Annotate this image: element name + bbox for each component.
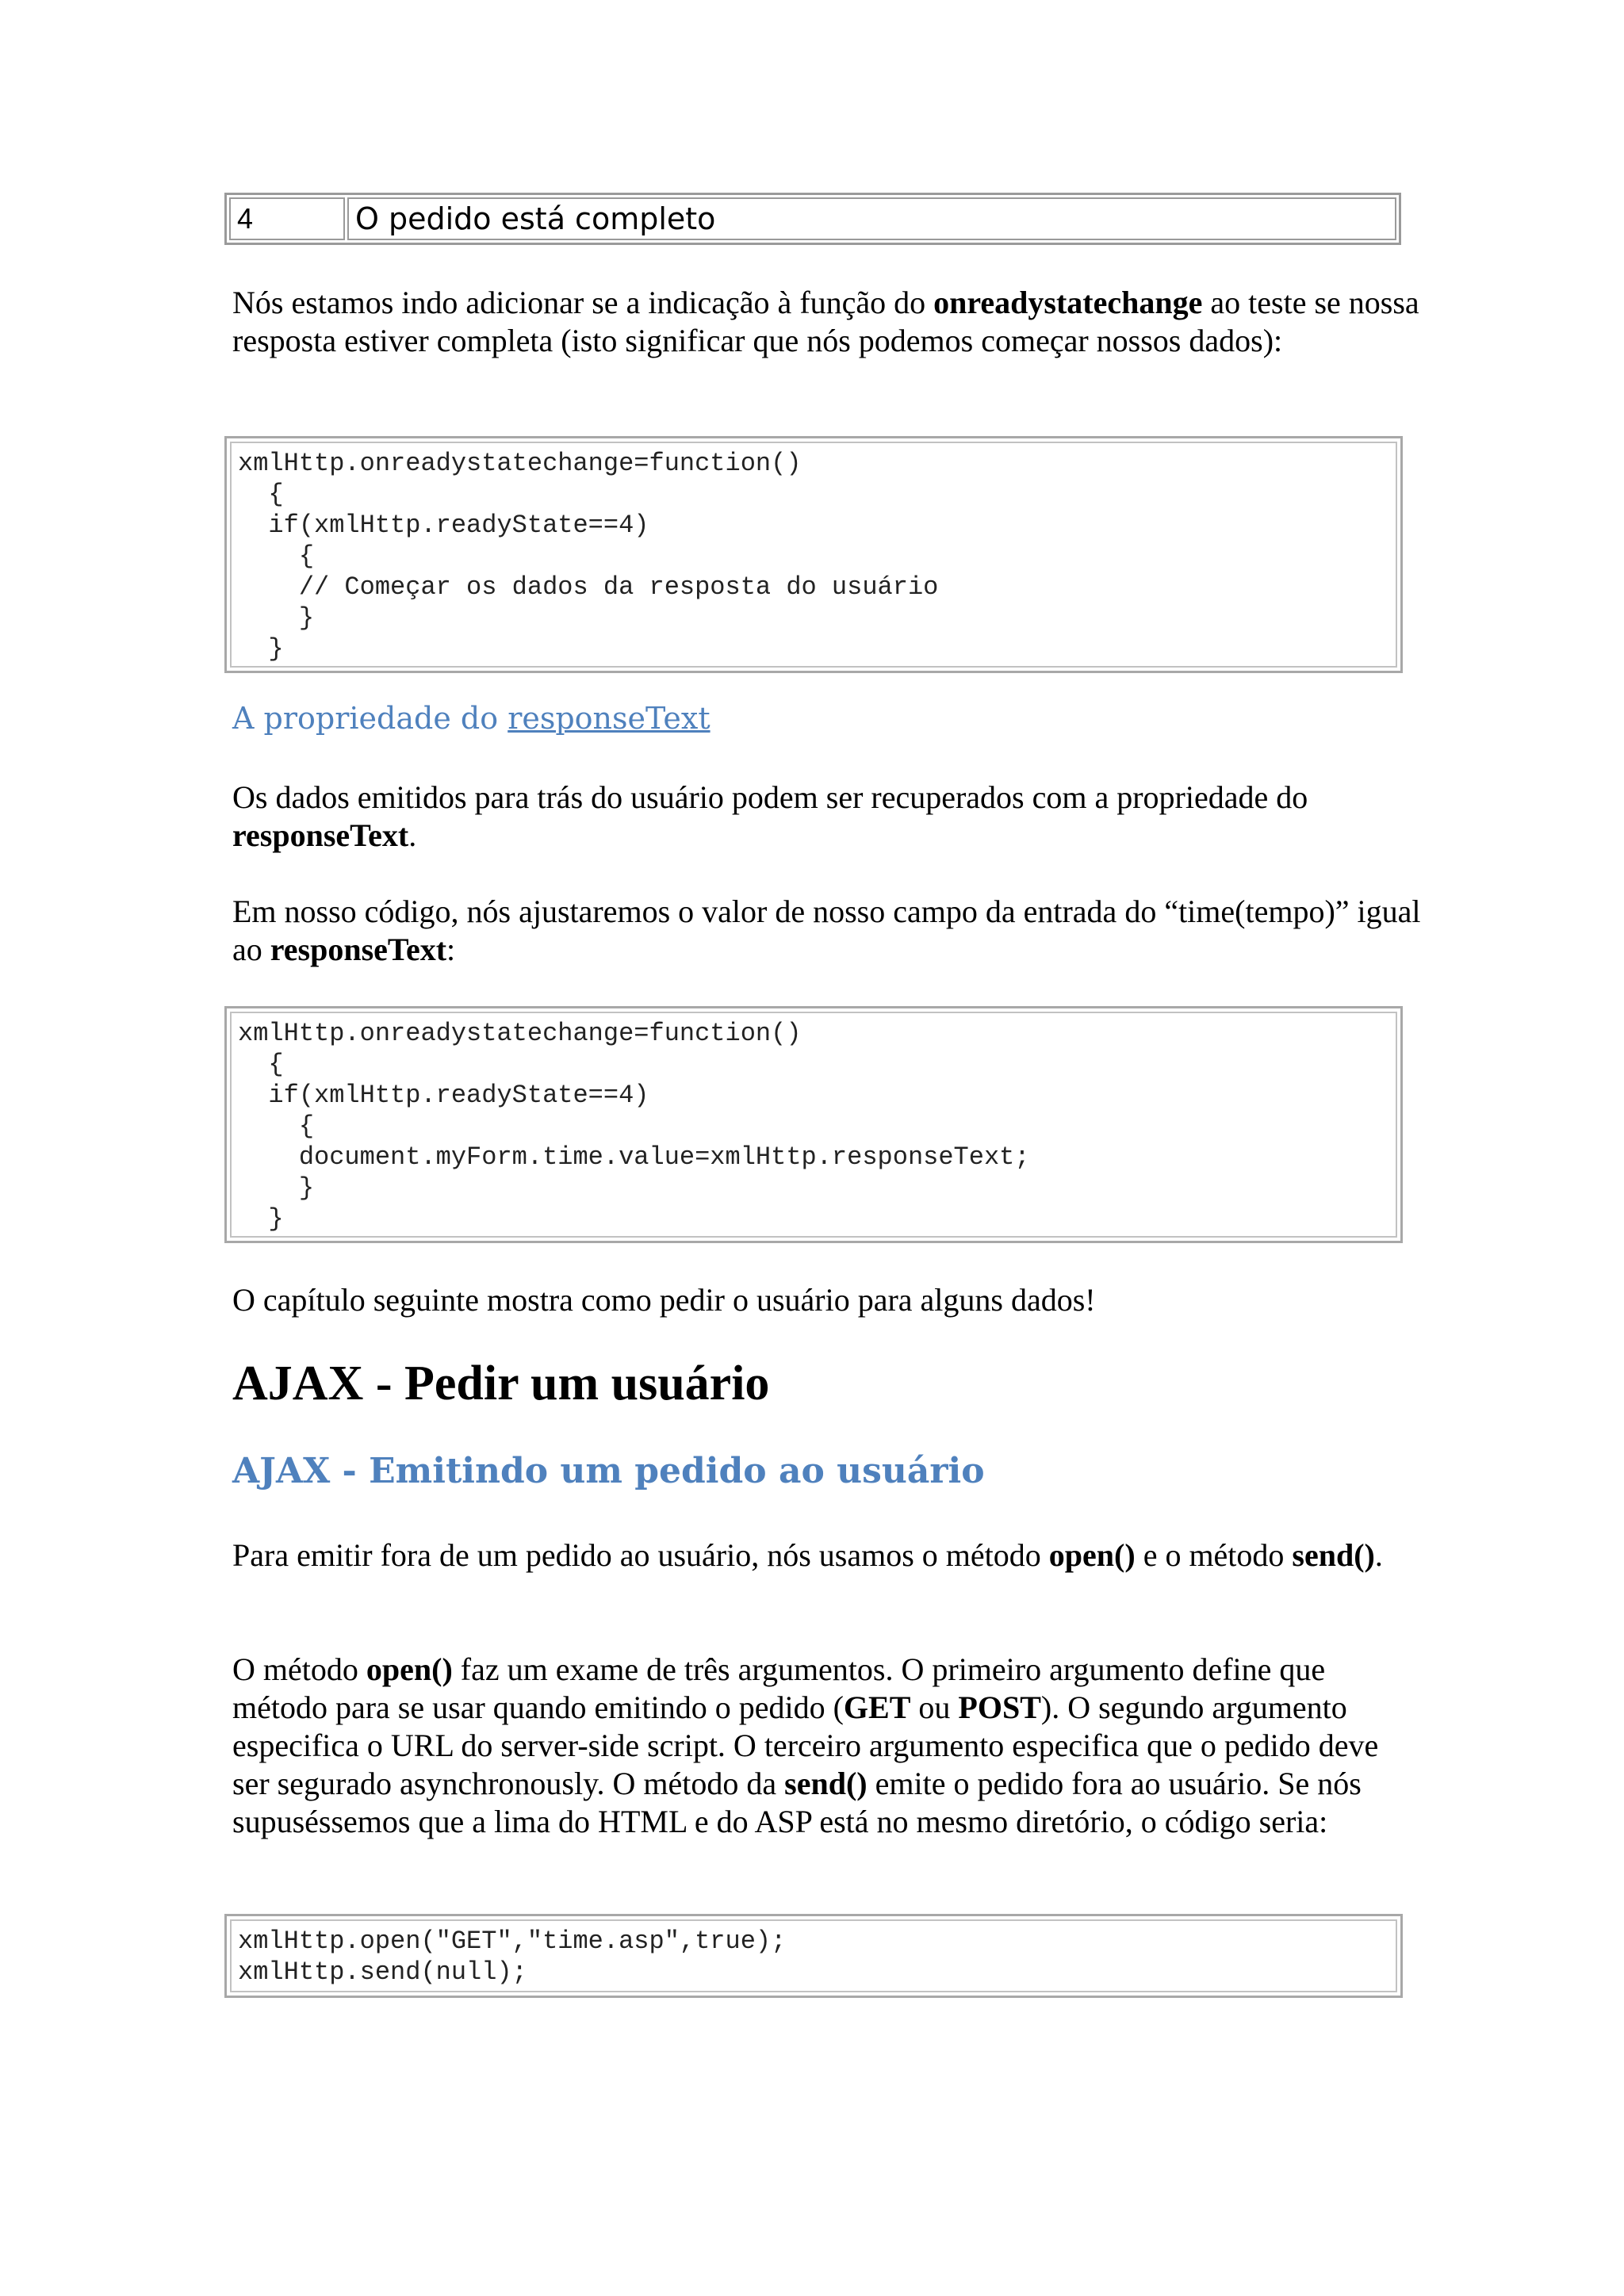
state-number-cell: 4 xyxy=(229,197,345,240)
section-heading: AJAX - Pedir um usuário xyxy=(232,1357,770,1410)
code-line: { xyxy=(238,541,315,571)
code-line: { xyxy=(238,1112,315,1141)
paragraph-onreadystatechange xyxy=(232,284,1422,360)
text-run: Os dados emitidos para trás do usuário podem ser recuperados com a propriedade do xyxy=(232,779,1308,815)
code-block-1 xyxy=(224,436,1403,673)
code-block-3 xyxy=(224,1914,1403,1998)
code-line: xmlHttp.onreadystatechange=function() xyxy=(238,1019,802,1048)
code-line: if(xmlHttp.readyState==4) xyxy=(238,511,649,540)
subheading-responsetext xyxy=(232,701,710,736)
bold-term: responseText xyxy=(232,817,409,853)
responsetext-link[interactable]: responseText xyxy=(508,701,710,736)
bold-term: send() xyxy=(784,1766,868,1801)
code-block-1-inner xyxy=(230,442,1397,668)
bold-term: open() xyxy=(366,1651,453,1687)
bold-term: POST xyxy=(958,1689,1041,1725)
code-block-2 xyxy=(224,1006,1403,1243)
text-run: : xyxy=(446,932,456,967)
paragraph-open-arguments xyxy=(232,1651,1422,1841)
state-description-cell: O pedido está completo xyxy=(347,197,1396,240)
code-line: } xyxy=(238,634,284,664)
text-run: ). O segundo argumento especifica o URL do server-side script. O terceiro argumento especifica que o pedido deve ser segurado asynchronously. O método da xyxy=(232,1689,1379,1801)
text-run: Em nosso código, nós ajustaremos o valor de nosso campo da entrada do “time(tempo)” igual ao xyxy=(232,894,1421,967)
code-line: xmlHttp.send(null); xyxy=(238,1957,527,1987)
text-run: . xyxy=(408,817,417,853)
text-run: ou xyxy=(910,1689,959,1725)
code-line: { xyxy=(238,1050,284,1079)
bold-term: onreadystatechange xyxy=(933,285,1203,320)
code-block-2-inner xyxy=(230,1012,1397,1238)
code-block-3-inner xyxy=(230,1919,1397,1992)
code-line: { xyxy=(238,480,284,509)
text-run: . xyxy=(1374,1537,1383,1573)
text-run: faz um exame de três argumentos. O primeiro argumento define que método para se usar quando emitindo o pedido ( xyxy=(232,1651,1326,1725)
code-line: } xyxy=(238,1204,284,1234)
text-run: Para emitir fora de um pedido ao usuário, nós usamos o método xyxy=(232,1537,1049,1573)
bold-term: GET xyxy=(843,1689,911,1725)
code-line: if(xmlHttp.readyState==4) xyxy=(238,1081,649,1110)
paragraph-open-send xyxy=(232,1536,1422,1575)
subheading-prefix: A propriedade do xyxy=(232,701,508,736)
text-run: O método xyxy=(232,1651,366,1687)
code-line: xmlHttp.open("GET","time.asp",true); xyxy=(238,1927,787,1956)
code-line: xmlHttp.onreadystatechange=function() xyxy=(238,449,802,478)
code-line: // Começar os dados da resposta do usuário xyxy=(238,572,939,602)
paragraph-responsetext-property xyxy=(232,779,1422,855)
code-line: } xyxy=(238,603,315,633)
bold-term: open() xyxy=(1048,1537,1136,1573)
ready-state-table-row xyxy=(224,193,1401,245)
bold-term: responseText xyxy=(270,932,447,967)
text-run: Nós estamos indo adicionar se a indicação à função do xyxy=(232,285,934,320)
text-run: e o método xyxy=(1135,1537,1293,1573)
code-line: } xyxy=(238,1173,315,1203)
paragraph-next-chapter: O capítulo seguinte mostra como pedir o usuário para alguns dados! xyxy=(232,1282,1096,1318)
text-run: ao teste se nossa resposta estiver completa (isto significar que nós podemos começar nossos dados): xyxy=(232,285,1419,358)
bold-term: send() xyxy=(1292,1537,1375,1573)
text-run: emite o pedido fora ao usuário. Se nós supuséssemos que a lima do HTML e do ASP está no mesmo diretório, o código seria: xyxy=(232,1766,1362,1839)
paragraph-time-field xyxy=(232,893,1422,969)
code-line: document.myForm.time.value=xmlHttp.responseText; xyxy=(238,1142,1030,1172)
section-subheading: AJAX - Emitindo um pedido ao usuário xyxy=(232,1451,985,1491)
